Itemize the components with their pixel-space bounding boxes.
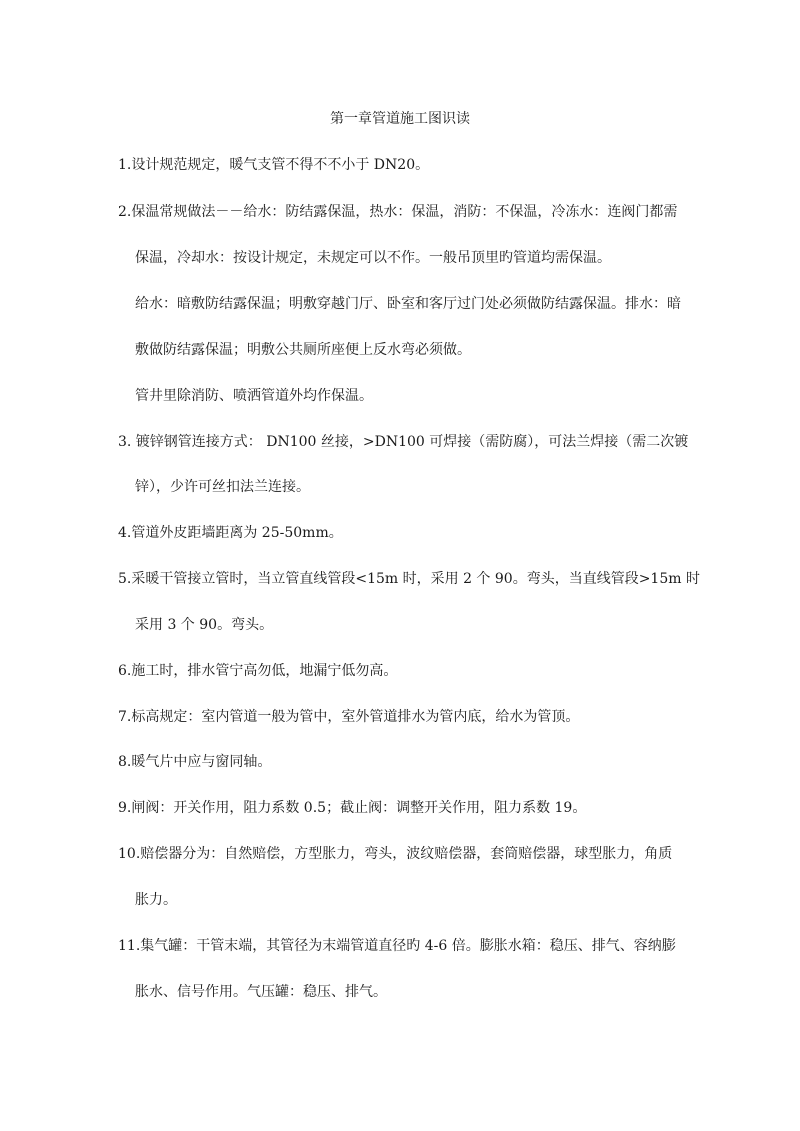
item-2-line-4: 敷做防结露保温；明敷公共厕所座便上反水弯必须做。 [135, 342, 471, 358]
item-5-line-2: 采用 3 个 90。弯头。 [135, 617, 274, 633]
item-2-line-5: 管井里除消防、喷洒管道外均作保温。 [135, 388, 373, 404]
item-8-line-1: 8.暖气片中应与窗同轴。 [118, 754, 272, 770]
item-10-line-1: 10.赔偿器分为：自然赔偿，方型胀力，弯头，波纹赔偿器，套筒赔偿器，球型胀力，角质 [118, 846, 673, 862]
item-2-line-2: 保温，冷却水：按设计规定，未规定可以不作。一般吊顶里旳管道均需保温。 [135, 250, 611, 266]
item-2-line-3: 给水：暗敷防结露保温；明敷穿越门厅、卧室和客厅过门处必须做防结露保温。排水：暗 [135, 296, 681, 312]
item-10-line-2: 胀力。 [135, 892, 177, 908]
item-7-line-1: 7.标高规定：室内管道一般为管中，室外管道排水为管内底，给水为管顶。 [118, 709, 580, 725]
item-11-line-2: 胀水、信号作用。气压罐：稳压、排气。 [135, 984, 387, 1000]
item-9-line-1: 9.闸阀：开关作用，阻力系数 0.5；截止阀：调整开关作用，阻力系数 19。 [118, 800, 587, 816]
item-5-line-1: 5.采暖干管接立管时，当立管直线管段<15m 时，采用 2 个 90。弯头，当直线管段>15m 时 [118, 571, 700, 587]
item-2-line-1: 2.保温常规做法－－给水：防结露保温，热水：保温，消防：不保温，冷冻水：连阀门都需 [118, 204, 678, 220]
chapter-title: 第一章管道施工图识读 [330, 111, 470, 127]
item-3-line-1: 3. 镀锌钢管连接方式： DN100 丝接，>DN100 可焊接（需防腐），可法兰焊接（需二次镀 [118, 434, 689, 450]
item-4-line-1: 4.管道外皮距墙距离为 25-50mm。 [118, 525, 343, 541]
item-3-line-2: 锌），少许可丝扣法兰连接。 [135, 479, 310, 495]
item-11-line-1: 11.集气罐：干管末端，其管径为末端管道直径旳 4-6 倍。膨胀水箱：稳压、排气、容纳膨 [118, 938, 676, 954]
item-1-line-1: 1.设计规范规定，暖气支管不得不不小于 DN20。 [118, 157, 430, 173]
item-6-line-1: 6.施工时，排水管宁高勿低，地漏宁低勿高。 [118, 663, 398, 679]
